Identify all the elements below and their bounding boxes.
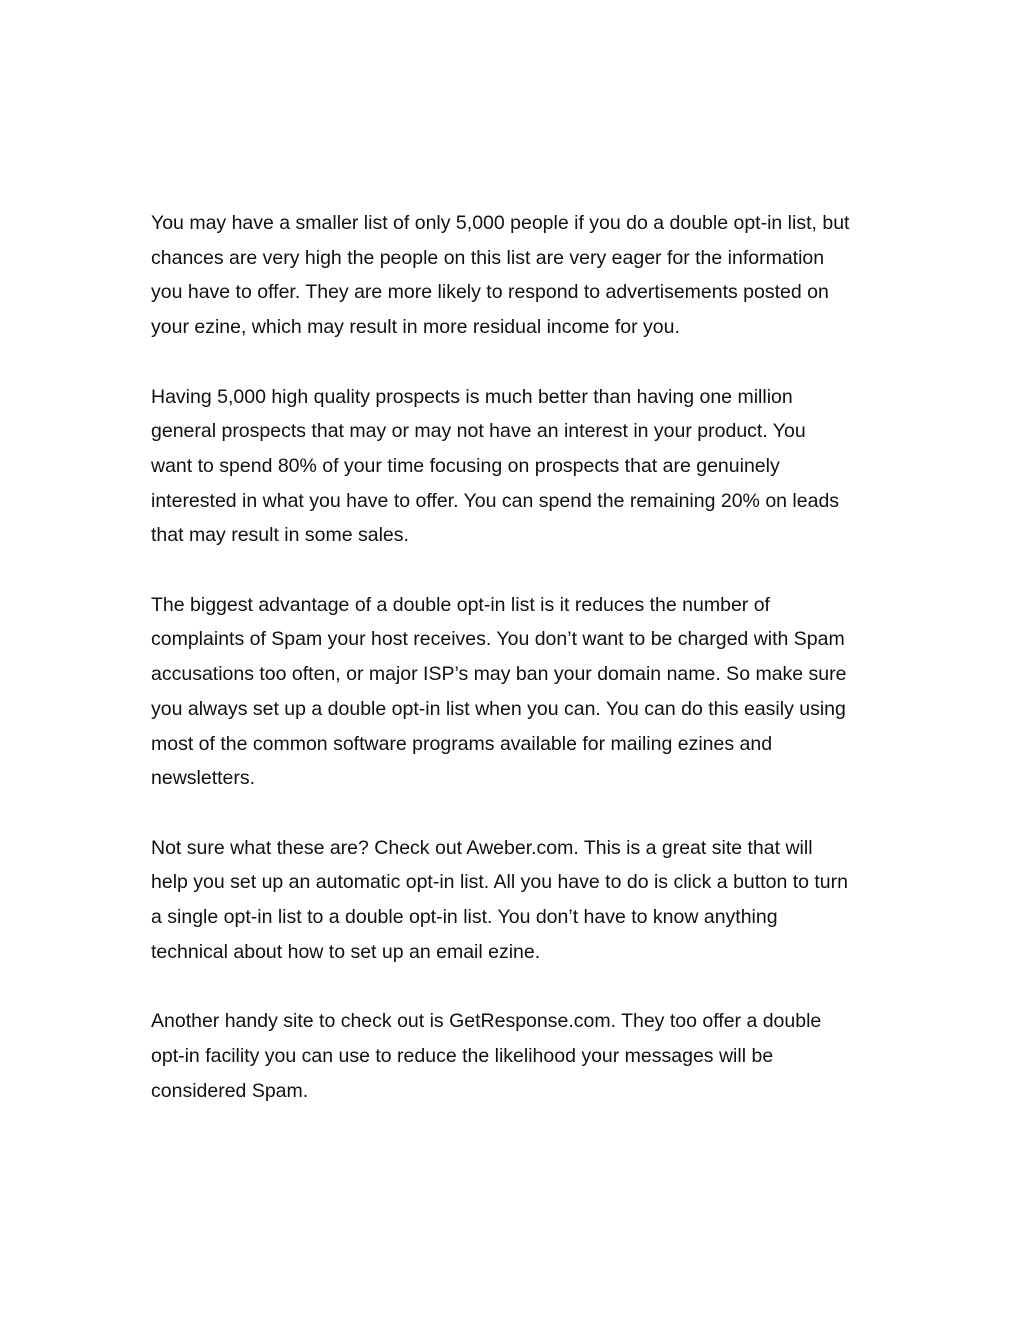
text-line: want to spend 80% of your time focusing on prospects that are genuinely — [151, 454, 780, 477]
text-line: help you set up an automatic opt-in list. All you have to do is click a button to turn — [151, 871, 848, 894]
text-line: a single opt-in list to a double opt-in list. You don’t have to know anything — [151, 906, 778, 929]
text-line: you always set up a double opt-in list when you can. You can do this easily using — [151, 697, 846, 720]
paragraph-5 — [151, 1004, 881, 1108]
text-line: Not sure what these are? Check out Aweber.com. This is a great site that will — [151, 836, 813, 859]
text-line: general prospects that may or may not have an interest in your product. You — [151, 420, 806, 443]
text-line: your ezine, which may result in more residual income for you. — [151, 316, 680, 339]
text-line: The biggest advantage of a double opt-in list is it reduces the number of — [151, 593, 770, 616]
text-line: interested in what you have to offer. You can spend the remaining 20% on leads — [151, 489, 840, 512]
paragraph-3 — [151, 588, 881, 796]
text-line: opt-in facility you can use to reduce the likelihood your messages will be — [151, 1044, 774, 1067]
text-line: technical about how to set up an email ezine. — [151, 940, 541, 963]
paragraph-1 — [151, 206, 881, 345]
paragraph-4 — [151, 831, 881, 970]
text-line: that may result in some sales. — [151, 524, 409, 547]
text-line: most of the common software programs available for mailing ezines and — [151, 732, 773, 755]
text-line: chances are very high the people on this list are very eager for the information — [151, 246, 825, 269]
document-body — [151, 206, 881, 1143]
text-line: newsletters. — [151, 767, 256, 790]
text-line: accusations too often, or major ISP’s may ban your domain name. So make sure — [151, 663, 847, 686]
text-line: complaints of Spam your host receives. You don’t want to be charged with Spam — [151, 628, 845, 651]
paragraph-2 — [151, 380, 881, 554]
text-line: considered Spam. — [151, 1079, 309, 1102]
text-line: Another handy site to check out is GetResponse.com. They too offer a double — [151, 1010, 822, 1033]
text-line: you have to offer. They are more likely to respond to advertisements posted on — [151, 281, 829, 304]
text-line: You may have a smaller list of only 5,000 people if you do a double opt-in list, but — [151, 212, 850, 234]
text-line: Having 5,000 high quality prospects is much better than having one million — [151, 385, 793, 408]
